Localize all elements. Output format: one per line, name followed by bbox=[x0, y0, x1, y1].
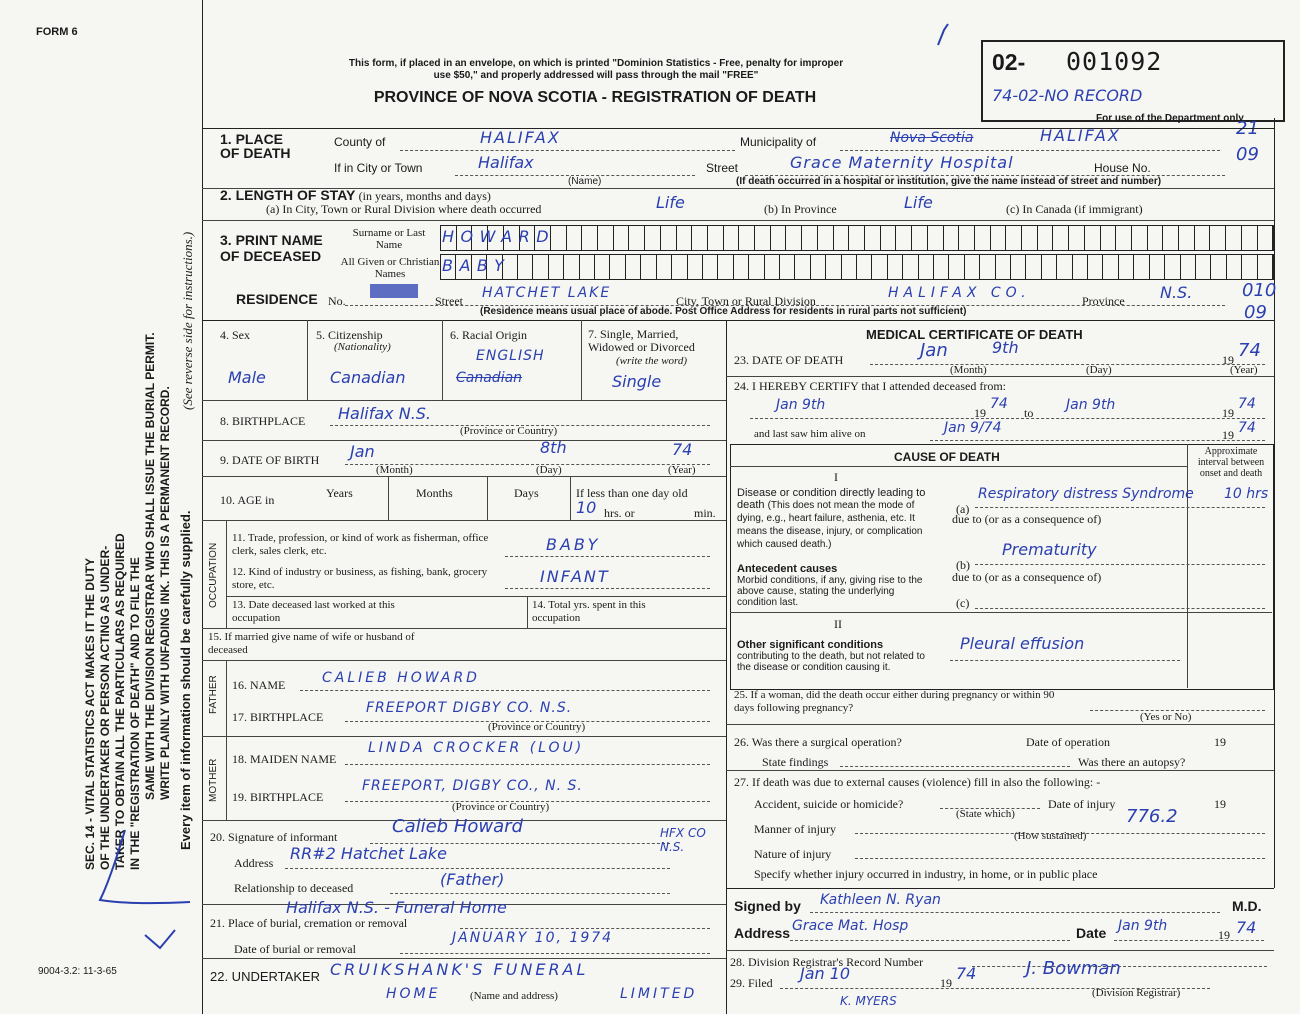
top-checkmark bbox=[930, 20, 960, 50]
rule bbox=[726, 888, 1274, 889]
rule bbox=[750, 418, 1265, 419]
rule bbox=[527, 596, 528, 628]
birthplace-label: 8. BIRTHPLACE bbox=[220, 414, 306, 428]
father-name: CALIEB HOWARD bbox=[322, 670, 480, 686]
cause-c-label: (c) bbox=[956, 596, 970, 610]
q26-label: 26. Was there a surgical operation? bbox=[734, 735, 902, 749]
dept-code-3: 010 bbox=[1242, 280, 1277, 301]
dod-month-note: (Month) bbox=[950, 364, 987, 376]
dod-day: 9th bbox=[992, 338, 1019, 357]
age-hours: 10 bbox=[576, 498, 597, 517]
residence-province-label: Province bbox=[1082, 294, 1125, 308]
yes-no-note: (Yes or No) bbox=[1140, 711, 1192, 723]
stay-sub: (in years, months and days) bbox=[358, 189, 491, 203]
q29-label: 29. Filed bbox=[730, 976, 773, 990]
rule bbox=[581, 320, 582, 400]
cause-a-interval: 10 hrs bbox=[1224, 486, 1269, 502]
mother-maiden-label: 18. MAIDEN NAME bbox=[232, 752, 337, 766]
from-year: 74 bbox=[990, 396, 1008, 412]
street-value: Grace Maternity Hospital bbox=[790, 153, 1014, 172]
sig-address-label: Address bbox=[734, 925, 791, 941]
rule bbox=[442, 320, 443, 400]
residence-no-scribble bbox=[370, 284, 418, 298]
left-margin-rule bbox=[202, 0, 203, 1014]
father-side-label: FATHER bbox=[208, 675, 219, 715]
cause-b-value: Prematurity bbox=[1002, 540, 1097, 559]
residence-note: (Residence means usual place of abode. Post Office Address for residents in rural parts not sufficient) bbox=[480, 306, 967, 317]
signed-by-label: Signed by bbox=[734, 898, 801, 914]
how-note: (How sustained) bbox=[1014, 830, 1087, 842]
rule bbox=[345, 764, 710, 765]
marital-value: Single bbox=[612, 372, 662, 391]
given-value: BABY bbox=[442, 256, 511, 275]
due-to-1: due to (or as a consequence of) bbox=[952, 512, 1102, 526]
sig-century: 19 bbox=[1218, 928, 1230, 942]
side-instructions-4: IN THE "REGISTRATION OF DEATH" AND TO FILE THE bbox=[128, 557, 142, 870]
rule bbox=[400, 953, 710, 954]
rule bbox=[307, 320, 308, 400]
residence-city-label: City, Town or Rural Division bbox=[676, 294, 816, 308]
dod-year-note: (Year) bbox=[1230, 364, 1258, 376]
total-years-label: 14. Total yrs. spent in this occupation bbox=[532, 599, 646, 624]
citizenship-label: 5. Citizenship bbox=[316, 328, 383, 342]
hospital-note: (If death occurred in a hospital or institution, give the name instead of street and number) bbox=[736, 176, 1162, 187]
state-which-note: (State which) bbox=[956, 808, 1015, 820]
industry-label: 12. Kind of industry or business, as fishing, bank, grocery store, etc. bbox=[232, 566, 488, 591]
antecedent-note: Morbid conditions, if any, giving rise to the above cause, stating the underlying condition last. bbox=[737, 575, 923, 608]
last-worked-label: 13. Date deceased last worked at this occupation bbox=[232, 599, 395, 624]
marital-sub: (write the word) bbox=[616, 355, 688, 367]
dod-month: Jan bbox=[920, 340, 948, 361]
rule bbox=[202, 220, 1274, 221]
last-year: 74 bbox=[1238, 420, 1256, 436]
rule bbox=[1187, 444, 1188, 688]
manner-label: Manner of injury bbox=[754, 822, 836, 836]
rule bbox=[400, 150, 735, 151]
q25-label: 25. If a woman, did the death occur either during pregnancy or within 90 days following pregnancy? bbox=[734, 689, 1055, 714]
reg-number: 001092 bbox=[1066, 47, 1163, 76]
rule bbox=[1114, 940, 1264, 941]
to-century: 19 bbox=[1222, 406, 1234, 420]
margin-checkmark bbox=[40, 820, 200, 950]
informant-address: RR#2 Hatchet Lake bbox=[290, 844, 447, 863]
year-note: (Year) bbox=[668, 464, 696, 476]
citizenship-sub: (Nationality) bbox=[334, 341, 391, 353]
sig-date-value: Jan 9th bbox=[1118, 918, 1168, 934]
residence-street-label: Street bbox=[435, 294, 463, 308]
father-name-label: 16. NAME bbox=[232, 678, 286, 692]
dept-use-label: For use of the Department only bbox=[1096, 113, 1244, 124]
direct-label-text: Disease or condition directly leading to death bbox=[737, 487, 926, 511]
mother-birthplace-label: 19. BIRTHPLACE bbox=[232, 790, 324, 804]
trade-label: 11. Trade, profession, or kind of work as fisherman, office clerk, sales clerk, etc. bbox=[232, 532, 489, 557]
mother-birthplace: FREEPORT, DIGBY CO., N. S. bbox=[362, 778, 583, 794]
reg-note: 74-02-NO RECORD bbox=[992, 86, 1143, 105]
registrar-label: (Division Registrar) bbox=[1092, 987, 1181, 999]
sig-year: 74 bbox=[1236, 918, 1257, 937]
rule bbox=[570, 476, 571, 520]
undertaker-note: (Name and address) bbox=[470, 990, 558, 1002]
surname-grid bbox=[440, 225, 1274, 251]
trade-value: BABY bbox=[546, 535, 601, 554]
other-note: contributing to the death, but not related to the disease or condition causing it. bbox=[737, 651, 925, 673]
informant-address-note: HFX CO N.S. bbox=[660, 826, 706, 854]
stay-b-value: Life bbox=[904, 193, 933, 212]
sig-address-value: Grace Mat. Hosp bbox=[792, 918, 909, 934]
burial-date-label: Date of burial or removal bbox=[234, 942, 356, 956]
rule bbox=[950, 660, 1180, 661]
cause-b-label: (b) bbox=[956, 558, 970, 572]
residence-street: HATCHET LAKE bbox=[482, 285, 612, 301]
dept-code-1: 21 bbox=[1236, 118, 1259, 139]
rule bbox=[975, 608, 1265, 609]
stay-c-label: (c) In Canada (if immigrant) bbox=[1006, 202, 1143, 216]
attended-to: Jan 9th bbox=[1066, 397, 1116, 413]
rule bbox=[975, 507, 1265, 508]
house-label: House No. bbox=[1094, 161, 1151, 175]
cause-title: CAUSE OF DEATH bbox=[894, 450, 1000, 464]
burial-date: JANUARY 10, 1974 bbox=[452, 930, 614, 946]
rule bbox=[975, 564, 1265, 565]
mother-side-label: MOTHER bbox=[208, 758, 219, 802]
rule bbox=[790, 940, 1070, 941]
rule bbox=[460, 928, 710, 929]
rule bbox=[202, 476, 726, 477]
antecedent-label: Antecedent causes bbox=[737, 563, 838, 575]
operation-date-label: Date of operation bbox=[1026, 735, 1110, 749]
last-century: 19 bbox=[1222, 428, 1234, 442]
days-label: Days bbox=[514, 486, 539, 500]
md-label: M.D. bbox=[1232, 898, 1262, 914]
side-instructions-3: TAKER TO OBTAIN ALL THE PARTICULARS AS REQUIRED bbox=[113, 533, 127, 870]
stay-a-value: Life bbox=[656, 193, 685, 212]
residence-label: RESIDENCE bbox=[236, 291, 318, 307]
attended-from: Jan 9th bbox=[776, 397, 826, 413]
surname-value: HOWARD bbox=[442, 227, 556, 246]
specify-label: Specify whether injury occurred in industry, in home, or in public place bbox=[754, 867, 1098, 881]
stay-a-label: (a) In City, Town or Rural Division where death occurred bbox=[266, 202, 542, 216]
rule bbox=[226, 660, 227, 820]
mother-maiden: LINDA CROCKER (LOU) bbox=[368, 740, 585, 756]
last-saw-label: and last saw him alive on bbox=[754, 428, 866, 440]
rule bbox=[202, 660, 726, 661]
sig-date-label: Date bbox=[1076, 925, 1107, 941]
registrar-signature: J. Bowman bbox=[1026, 958, 1121, 979]
q27-label: 27. If death was due to external causes (violence) fill in also the following: - bbox=[734, 775, 1101, 789]
medical-title: MEDICAL CERTIFICATE OF DEATH bbox=[866, 327, 1083, 342]
citizenship-value: Canadian bbox=[330, 368, 406, 387]
dept-code-2: 09 bbox=[1236, 144, 1259, 165]
rule bbox=[300, 690, 710, 691]
racial-label: 6. Racial Origin bbox=[450, 328, 527, 342]
dod-century: 19 bbox=[1222, 353, 1234, 367]
rule bbox=[455, 175, 695, 176]
stay-label: 2. LENGTH OF STAY bbox=[220, 187, 356, 203]
rule bbox=[202, 736, 726, 737]
side-care-note: Every item of information should be carefully supplied. bbox=[178, 510, 193, 850]
relationship-label: Relationship to deceased bbox=[234, 881, 354, 895]
rule bbox=[840, 766, 1070, 767]
father-birthplace: FREEPORT DIGBY CO. N.S. bbox=[366, 700, 573, 716]
injury-century: 19 bbox=[1214, 797, 1226, 811]
undertaker-name3: LIMITED bbox=[620, 986, 698, 1002]
father-birthplace-note: (Province or Country) bbox=[488, 721, 586, 733]
less-than-day-label: If less than one day old bbox=[576, 486, 688, 500]
last-saw-value: Jan 9/74 bbox=[944, 420, 1002, 436]
cause-a-label: (a) bbox=[956, 502, 970, 516]
hrs-label: hrs. or bbox=[604, 506, 635, 520]
rule bbox=[226, 596, 726, 597]
occupation-side-label: OCCUPATION bbox=[208, 542, 219, 608]
dod-label: 23. DATE OF DEATH bbox=[734, 353, 844, 367]
to-label: to bbox=[1024, 406, 1034, 420]
rule bbox=[730, 466, 1187, 467]
residence-province: N.S. bbox=[1160, 283, 1193, 302]
rule bbox=[226, 520, 227, 628]
mail-notice-2: use $50," and properly addressed will pass through the mail "FREE" bbox=[433, 70, 759, 81]
municipality-label: Municipality of bbox=[740, 135, 817, 149]
from-century: 19 bbox=[974, 406, 986, 420]
rule bbox=[202, 958, 726, 959]
dob-day: 8th bbox=[540, 438, 567, 457]
center-divider bbox=[726, 320, 727, 1014]
part1-label: I bbox=[834, 470, 838, 484]
months-label: Months bbox=[416, 486, 453, 500]
place-label: 1. PLACE OF DEATH bbox=[220, 131, 291, 161]
injury-date-label: Date of injury bbox=[1048, 797, 1116, 811]
rule bbox=[870, 364, 1265, 365]
marital-label: 7. Single, Married, Widowed or Divorced bbox=[588, 327, 695, 354]
birthplace-note: (Province or Country) bbox=[460, 425, 558, 437]
to-year: 74 bbox=[1238, 396, 1256, 412]
dob-year: 74 bbox=[672, 440, 693, 459]
surname-label: Surname or Last Name bbox=[352, 227, 426, 251]
county-value: HALIFAX bbox=[480, 128, 561, 147]
other-value: Pleural effusion bbox=[960, 634, 1085, 653]
given-label: All Given or Christian Names bbox=[340, 256, 440, 280]
filed-value: Jan 10 bbox=[800, 964, 851, 983]
part2-label: II bbox=[834, 617, 842, 631]
rule bbox=[202, 320, 1274, 321]
rule bbox=[810, 912, 1220, 913]
right-rule bbox=[1274, 118, 1275, 888]
op-century: 19 bbox=[1214, 735, 1226, 749]
rule bbox=[202, 400, 726, 401]
state-findings-label: State findings bbox=[762, 755, 829, 769]
side-instructions-1: SEC. 14 - VITAL STATISTICS ACT MAKES IT THE DUTY bbox=[83, 557, 97, 870]
years-label: Years bbox=[326, 486, 353, 500]
clerk-name: K. MYERS bbox=[840, 994, 897, 1008]
rule bbox=[730, 612, 1272, 613]
side-note: (See reverse side for instructions.) bbox=[180, 231, 195, 410]
due-to-2: due to (or as a consequence of) bbox=[952, 570, 1102, 584]
other-label: Other significant conditions bbox=[737, 639, 884, 651]
sex-label: 4. Sex bbox=[220, 328, 250, 342]
dob-label: 9. DATE OF BIRTH bbox=[220, 453, 320, 467]
min-label: min. bbox=[694, 506, 716, 520]
age-label: 10. AGE in bbox=[220, 493, 275, 507]
direct-label bbox=[737, 487, 937, 551]
name-label: 3. PRINT NAME OF DECEASED bbox=[220, 232, 323, 264]
undertaker-name2: HOME bbox=[386, 986, 441, 1002]
rule bbox=[285, 868, 670, 869]
rule bbox=[505, 556, 710, 557]
manner-code: 776.2 bbox=[1126, 806, 1178, 827]
sex-value: Male bbox=[228, 368, 266, 387]
rule bbox=[202, 440, 726, 441]
rule bbox=[855, 858, 1265, 859]
undertaker-name: CRUIKSHANK'S FUNERAL bbox=[330, 960, 589, 979]
dob-month: Jan bbox=[350, 442, 375, 461]
residence-no-label: No. bbox=[328, 294, 346, 308]
side-instructions-6: WRITE PLAINLY WITH UNFADING INK. THIS IS A PERMANENT RECORD. bbox=[158, 386, 172, 800]
industry-value: INFANT bbox=[540, 567, 610, 586]
informant-signature: Calieb Howard bbox=[392, 816, 523, 837]
mother-birthplace-note: (Province or Country) bbox=[452, 801, 550, 813]
rule bbox=[505, 588, 710, 589]
filed-year: 74 bbox=[956, 964, 977, 983]
form-number: FORM 6 bbox=[36, 26, 78, 38]
relationship-value: (Father) bbox=[440, 870, 505, 889]
given-grid bbox=[440, 254, 1274, 280]
autopsy-label: Was there an autopsy? bbox=[1078, 755, 1186, 769]
rule bbox=[726, 770, 1274, 771]
filed-century: 19 bbox=[940, 976, 952, 990]
rule bbox=[930, 440, 1265, 441]
day-note: (Day) bbox=[536, 464, 562, 476]
signed-by-value: Kathleen N. Ryan bbox=[820, 892, 941, 908]
side-instructions-2: OF THE UNDERTAKER OR PERSON ACTING AS UNDER- bbox=[98, 545, 112, 870]
city-label: If in City or Town bbox=[334, 161, 423, 175]
rule bbox=[726, 376, 1274, 377]
rule bbox=[390, 893, 670, 894]
dept-code-4: 09 bbox=[1244, 302, 1267, 323]
stay-b-label: (b) In Province bbox=[764, 202, 837, 216]
rule bbox=[487, 476, 488, 520]
rule bbox=[388, 476, 389, 520]
nature-label: Nature of injury bbox=[754, 847, 832, 861]
residence-city: HALIFAX CO. bbox=[888, 285, 1031, 301]
dod-day-note: (Day) bbox=[1086, 364, 1112, 376]
municipality-value: HALIFAX bbox=[1040, 126, 1121, 145]
spouse-label: 15. If married give name of wife or husband of deceased bbox=[208, 631, 415, 656]
dod-year: 74 bbox=[1238, 340, 1261, 361]
rule bbox=[726, 950, 1274, 951]
side-instructions-5: SAME WITH THE DIVISION REGISTRAR WHO SHALL ISSUE THE BURIAL PERMIT. bbox=[143, 332, 157, 800]
attended-label: 24. I HEREBY CERTIFY that I attended deceased from: bbox=[734, 379, 1006, 393]
undertaker-label: 22. UNDERTAKER bbox=[210, 969, 321, 984]
father-birthplace-label: 17. BIRTHPLACE bbox=[232, 710, 324, 724]
county-label: County of bbox=[334, 135, 386, 149]
interval-label: Approximate interval between onset and death bbox=[1197, 446, 1265, 479]
rule bbox=[202, 520, 726, 521]
municipality-struck: Nova Scotia bbox=[890, 130, 974, 146]
accident-label: Accident, suicide or homicide? bbox=[754, 797, 904, 811]
birthplace-value: Halifax N.S. bbox=[338, 404, 432, 423]
rule bbox=[202, 628, 726, 629]
burial-place-label: 21. Place of burial, cremation or removal bbox=[210, 916, 408, 930]
informant-sig-label: 20. Signature of informant bbox=[210, 830, 338, 844]
month-note: (Month) bbox=[376, 464, 413, 476]
racial-struck: Canadian bbox=[456, 370, 523, 386]
footer-code: 9004-3.2: 11-3-65 bbox=[38, 966, 117, 977]
mail-notice-1: This form, if placed in an envelope, on which is printed "Dominion Statistics - Free, penalty for improper bbox=[348, 58, 844, 69]
rule bbox=[840, 150, 1220, 151]
street-label: Street bbox=[706, 161, 739, 175]
name-note: (Name) bbox=[568, 176, 602, 187]
city-value: Halifax bbox=[478, 153, 534, 172]
direct-note: (This does not mean the mode of dying, e.g., heart failure, asthenia, etc. It means the disease, injury, or complication which caused death.) bbox=[737, 500, 923, 550]
page-title: PROVINCE OF NOVA SCOTIA - REGISTRATION OF DEATH bbox=[373, 89, 817, 106]
rule bbox=[726, 724, 1274, 725]
informant-address-label: Address bbox=[234, 856, 274, 870]
reg-prefix: 02- bbox=[992, 49, 1026, 75]
q28-label: 28. Division Registrar's Record Number bbox=[730, 955, 924, 969]
racial-value: ENGLISH bbox=[476, 348, 545, 364]
cause-a-value: Respiratory distress Syndrome bbox=[978, 486, 1194, 502]
burial-place: Halifax N.S. - Funeral Home bbox=[286, 898, 507, 917]
